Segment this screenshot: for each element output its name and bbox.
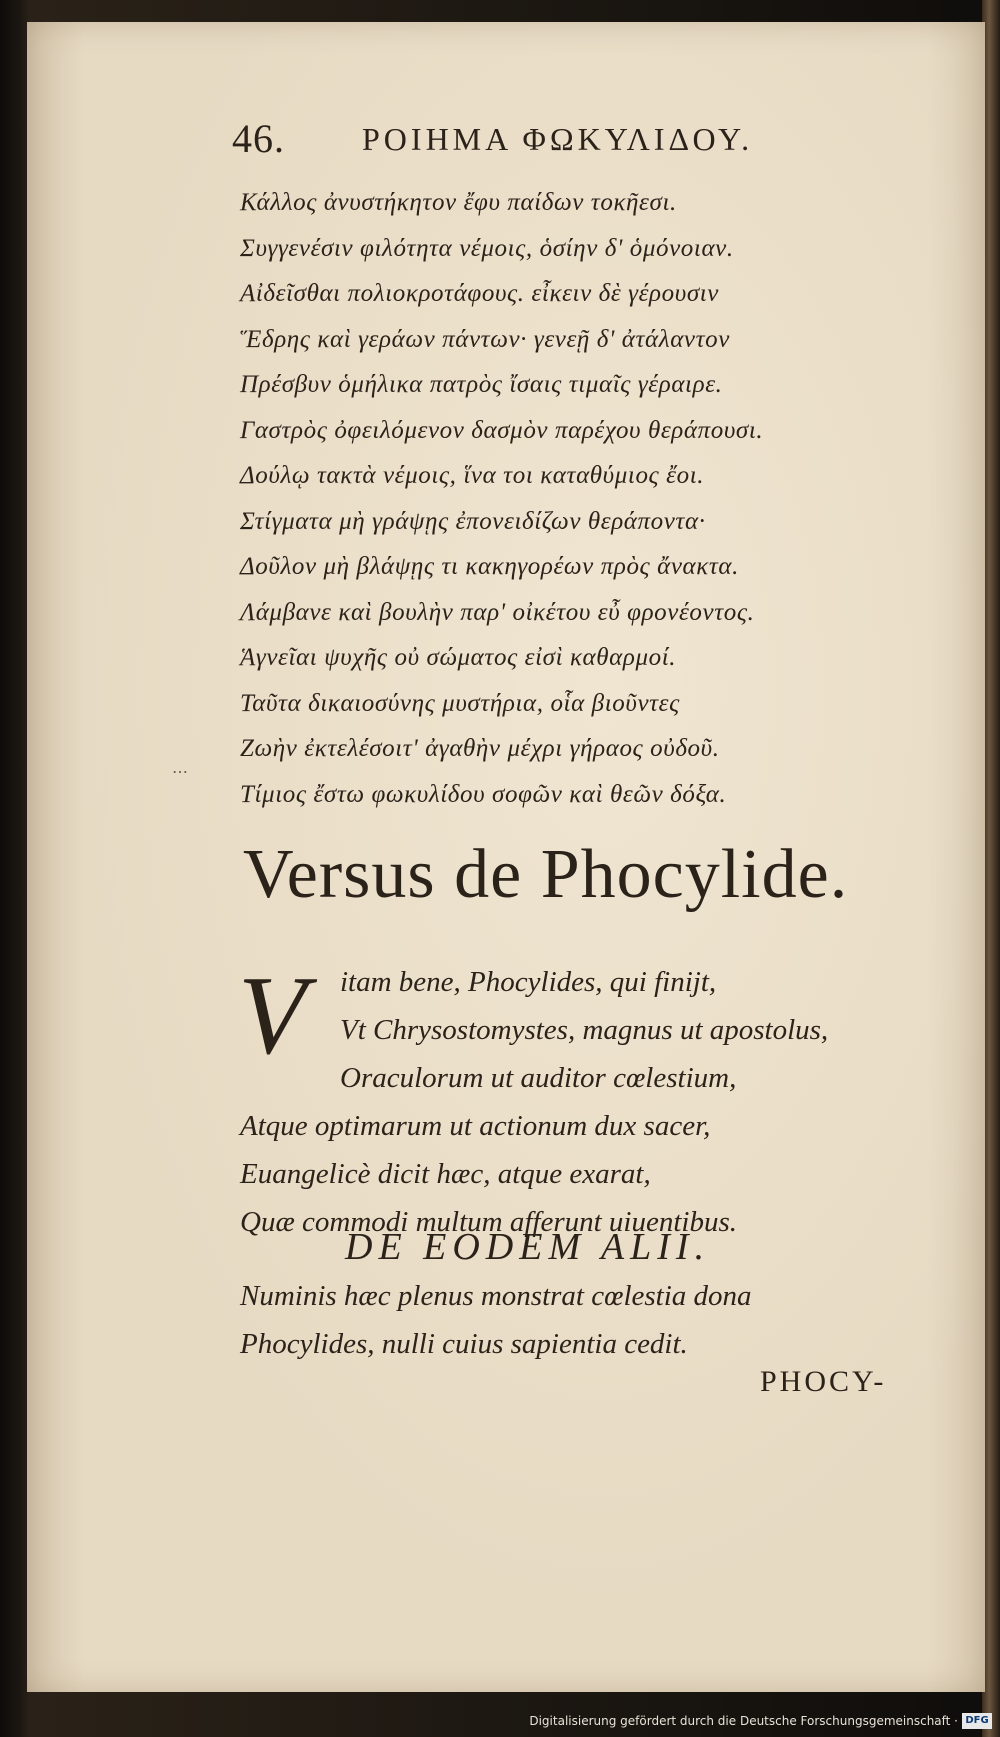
latin-verse-line: Numinis hæc plenus monstrat cœlestia dona [240, 1280, 752, 1312]
greek-verse-line: Συγγενέσιν φιλότητα νέμοις, ὁσίην δ' ὁμόνοιαν. [240, 234, 734, 262]
greek-verse-block [240, 180, 860, 817]
page-number: 46. [232, 116, 285, 161]
funding-credit: Digitalisierung gefördert durch die Deutsche Forschungsgemeinschaft · [529, 1714, 958, 1728]
latin-verse-line: Oraculorum ut auditor cœlestium, [340, 1062, 737, 1094]
margin-mark: ⋯ [172, 764, 188, 781]
greek-verse-line: Δοῦλον μὴ βλάψῃς τι κακηγορέων πρὸς ἄνακτα. [240, 553, 739, 580]
latin-verse-block-2 [240, 1272, 880, 1368]
greek-verse-line: Λάμβανε καὶ βουλὴν παρ' οἰκέτου εὖ φρονέοντος. [240, 598, 755, 626]
greek-verse-line: Τίμιος ἔστω φωκυλίδου σοφῶν καὶ θεῶν δόξα. [240, 780, 727, 808]
greek-verse-line: Δούλῳ τακτὰ νέμοις, ἵνα τοι καταθύμιος ἔοι. [240, 462, 705, 489]
greek-verse-line: Ἕδρης καὶ γεράων πάντων· γενεῇ δ' ἀτάλαντον [240, 325, 730, 353]
greek-verse-line: Κάλλος ἀνυστήκητον ἔφυ παίδων τοκῆεσι. [240, 189, 677, 216]
greek-verse-line: Στίγματα μὴ γράψῃς ἐπονειδίζων θεράποντα· [240, 507, 706, 535]
greek-verse-line: Ἁγνεῖαι ψυχῆς οὐ σώματος εἰσὶ καθαρμοί. [240, 644, 677, 671]
latin-verse-line: Quæ commodi multum afferunt uiuentibus. [240, 1206, 738, 1238]
latin-verse-line: Phocylides, nulli cuius sapientia cedit. [240, 1328, 688, 1360]
latin-verse-block [238, 954, 880, 1246]
drop-cap: V [238, 954, 307, 1078]
latin-verse-line: Vt Chrysostomystes, magnus ut apostolus, [340, 1014, 829, 1046]
section-title: Versus de Phocylide. [243, 836, 849, 913]
greek-verse-line: Πρέσβυν ὁμήλικα πατρὸς ἴσαις τιμαῖς γέραιρε. [240, 371, 723, 398]
latin-verse-line: itam bene, Phocylides, qui finijt, [340, 966, 717, 998]
greek-verse-line: Γαστρὸς ὀφειλόμενον δασμὸν παρέχου θεράπουσι. [240, 416, 764, 444]
latin-verse-line: Euangelicè dicit hæc, atque exarat, [240, 1158, 651, 1190]
greek-verse-line: Αἰδεῖσθαι πολιοκροτάφους. εἶκειν δὲ γέρουσιν [240, 280, 719, 307]
latin-verse-line: Atque optimarum ut actionum dux sacer, [240, 1110, 711, 1142]
page-header [232, 115, 872, 163]
dfg-logo-badge: DFG [962, 1713, 992, 1729]
greek-verse-line: Ταῦτα δικαιοσύνης μυστήρια, οἷα βιοῦντες [240, 689, 680, 717]
subheading: DE EODEM ALII. [345, 1226, 711, 1268]
footer-bar [0, 1708, 1000, 1737]
greek-verse-line: Ζωὴν ἐκτελέσοιτ' ἀγαθὴν μέχρι γήραος οὐδοῦ. [240, 735, 720, 762]
running-head: ΡΟΙΗΜΑ ΦΩΚΥΛΙΔΟΥ. [362, 121, 754, 157]
catchword: PHOCY- [760, 1365, 887, 1398]
